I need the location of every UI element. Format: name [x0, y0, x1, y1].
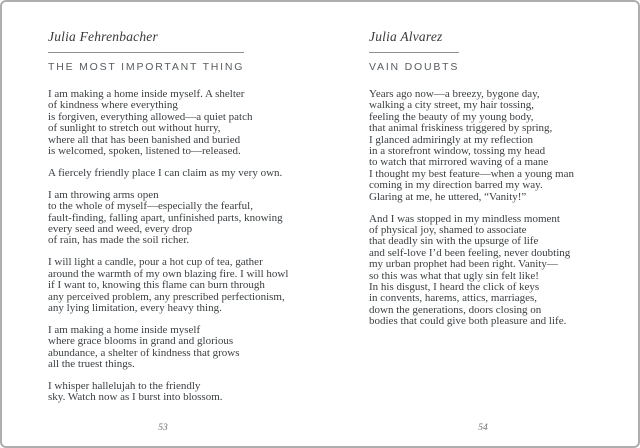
poem-line: in a storefront window, tossing my head [369, 145, 546, 158]
poem-line: bodies that could give both pleasure and life. [369, 315, 567, 328]
poem-line: is forgiven, everything allowed—a quiet patch [48, 110, 253, 123]
poem-line: walking a city street, my hair tossing, [369, 99, 534, 112]
stanza [48, 256, 289, 314]
poem-line: I thought my best feature—when a young man [369, 167, 574, 180]
page-number-left: 53 [158, 423, 168, 433]
poem-line: to watch that mirrored waving of a mane [369, 156, 549, 169]
poem-line: coming in my direction barred my way. [369, 179, 543, 192]
poem-title: THE MOST IMPORTANT THING [48, 52, 244, 73]
poem-line: I am throwing arms open [48, 188, 159, 201]
poem-line: in convents, harems, attics, marriages, [369, 292, 538, 305]
stanza [48, 381, 286, 404]
stanza [369, 89, 607, 203]
stanza [48, 168, 286, 179]
poem-body [369, 89, 607, 328]
poem-line: every seed and weed, every drop [48, 223, 193, 236]
left-page [48, 29, 289, 404]
poem-line: any lying limitation, every heavy thing. [48, 302, 222, 314]
poem-line: I will light a candle, pour a hot cup of tea, gather [48, 256, 263, 269]
poem-line: where all that has been banished and buried [48, 133, 241, 146]
poem-line: And I was stopped in my mindless moment [369, 212, 560, 225]
poem-line: fault-finding, falling apart, unfinished parts, knowing [48, 211, 283, 224]
poem-line: that animal friskiness triggered by spring, [369, 122, 553, 135]
poem-line: around the warmth of my own blazing fire. I will howl [48, 267, 289, 280]
poem-title: VAIN DOUBTS [369, 52, 459, 73]
poem-line: sky. Watch now as I burst into blossom. [48, 391, 223, 404]
poem-line: feeling the beauty of my young body, [369, 110, 534, 123]
poem-line: if I want to, knowing this flame can burn through [48, 279, 265, 292]
stanza [48, 325, 286, 371]
poem-line: my urban prophet had been right. Vanity— [369, 258, 558, 271]
poem-line: all the truest things. [48, 358, 135, 371]
poem-line: abundance, a shelter of kindness that grows [48, 346, 240, 359]
poem-line: of physical joy, shamed to associate [369, 223, 527, 236]
poem-line: is welcomed, spoken, listened to—released. [48, 145, 241, 158]
author-name: Julia Fehrenbacher [48, 29, 158, 44]
stanza [48, 89, 286, 157]
poem-line: Glaring at me, he uttered, “Vanity!” [369, 190, 527, 203]
poem-line: I whisper hallelujah to the friendly [48, 380, 201, 393]
author-name: Julia Alvarez [369, 29, 443, 44]
poem-line: In his disgust, I heard the click of keys [369, 281, 540, 293]
poem-line: A fiercely friendly place I can claim as my very own. [48, 166, 283, 179]
poem-line: I am making a home inside myself. A shelter [48, 88, 245, 100]
stanza [369, 214, 607, 328]
poem-line: any perceived problem, any prescribed perfectionism, [48, 290, 285, 303]
page-number-right: 54 [478, 423, 488, 433]
poem-line: to the whole of myself—especially the fearful, [48, 200, 253, 213]
poem-line: that deadly sin with the upsurge of life [369, 235, 539, 248]
poem-line: Years ago now—a breezy, bygone day, [369, 88, 540, 100]
right-page [369, 29, 607, 328]
poem-line: of rain, has made the soil richer. [48, 234, 190, 247]
poem-line: of kindness where everything [48, 99, 178, 112]
poem-line: I glanced admiringly at my reflection [369, 133, 534, 146]
poem-body [48, 88, 289, 404]
poem-line: and self-love I’d been feeling, never doubting [369, 246, 571, 259]
poem-line: of sunlight to stretch out without hurry, [48, 122, 221, 135]
poem-line: where grace blooms in grand and glorious [48, 335, 234, 348]
poem-line: down the generations, doors closing on [369, 303, 542, 316]
poem-line: so this was what that ugly sin felt like! [369, 269, 539, 282]
stanza [48, 190, 286, 247]
poem-line: I am making a home inside myself [48, 323, 201, 336]
